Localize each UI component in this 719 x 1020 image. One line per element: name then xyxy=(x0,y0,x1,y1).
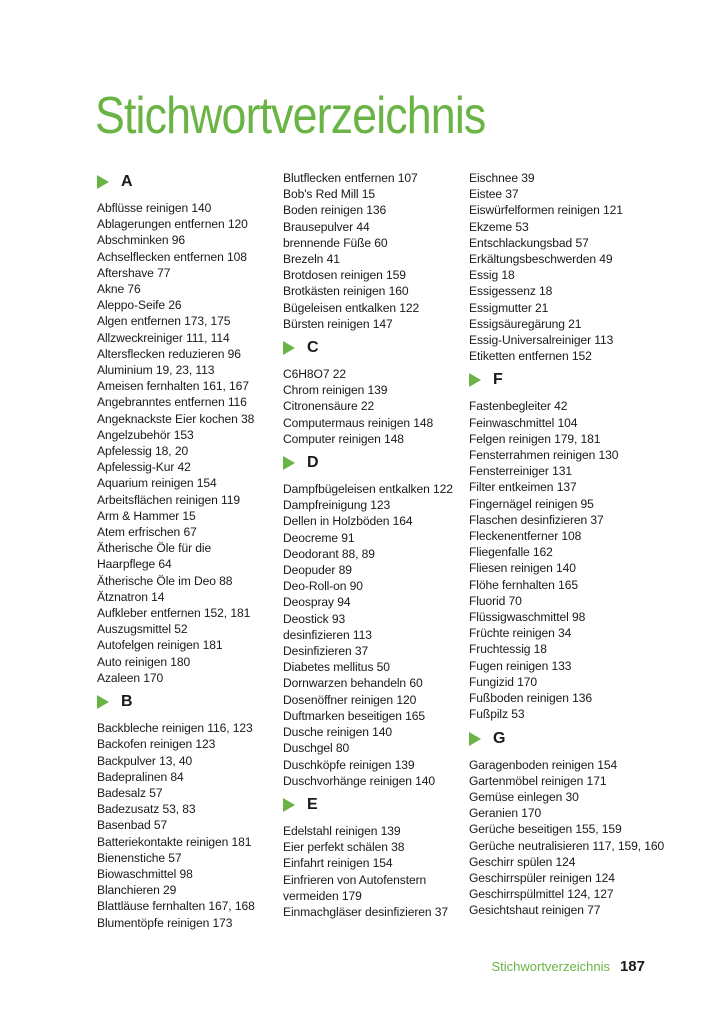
index-entry: Citronensäure 22 xyxy=(283,399,375,414)
index-entry: Essigessenz 18 xyxy=(469,284,553,299)
index-entry: Einmachgläser desinfizieren 37 xyxy=(283,904,449,919)
section-heading-a xyxy=(97,172,282,192)
index-entry: Flüssigwaschmittel 98 xyxy=(469,610,586,625)
index-entry: Aleppo-Seife 26 xyxy=(97,298,182,313)
index-entry: Essigsäuregärung 21 xyxy=(469,316,582,331)
index-entry: Akne 76 xyxy=(97,282,141,297)
index-entry: Fleckenentferner 108 xyxy=(469,529,582,544)
index-entry: Essig-Universalreiniger 113 xyxy=(469,333,614,348)
index-entry: vermeiden 179 xyxy=(283,888,362,903)
index-entry: Einfrieren von Autofenstern xyxy=(283,872,427,887)
index-entry: Geranien 170 xyxy=(469,806,542,821)
section-letter: F xyxy=(493,371,503,389)
index-entry: Fluorid 70 xyxy=(469,593,522,608)
index-entry: Geschirrspüler reinigen 124 xyxy=(469,870,615,885)
footer-label: Stichwortverzeichnis xyxy=(491,959,610,974)
index-entry: Fußpilz 53 xyxy=(469,707,525,722)
section-letter: B xyxy=(121,693,133,711)
index-entry: Badesalz 57 xyxy=(97,785,163,800)
index-entry: Ablagerungen entfernen 120 xyxy=(97,217,248,232)
index-entry: Felgen reinigen 179, 181 xyxy=(469,431,601,446)
index-entry: Fungizid 170 xyxy=(469,674,538,689)
index-entry: Duftmarken beseitigen 165 xyxy=(283,708,426,723)
index-entry: Blutflecken entfernen 107 xyxy=(283,171,418,185)
index-entry: Angelzubehör 153 xyxy=(97,427,194,442)
index-entry: Deopuder 89 xyxy=(283,563,352,578)
index-entry: Backpulver 13, 40 xyxy=(97,753,193,768)
triangle-bullet-icon xyxy=(469,732,481,746)
index-entry: Deocreme 91 xyxy=(283,530,355,545)
index-entry: Algen entfernen 173, 175 xyxy=(97,314,231,329)
index-entry: Edelstahl reinigen 139 xyxy=(283,823,401,838)
index-entry: Bügeleisen entkalken 122 xyxy=(283,300,420,315)
index-entry: Gerüche beseitigen 155, 159 xyxy=(469,822,622,837)
index-entry: Ätznatron 14 xyxy=(97,589,165,604)
index-entry: Brezeln 41 xyxy=(283,252,340,267)
index-entry: Altersflecken reduzieren 96 xyxy=(97,346,241,361)
page-number: 187 xyxy=(619,958,645,975)
index-entry: Computer reinigen 148 xyxy=(283,431,404,446)
index-entry: Angeknackste Eier kochen 38 xyxy=(97,411,255,426)
index-entry: Apfelessig 18, 20 xyxy=(97,444,189,459)
index-entry: Blumentöpfe reinigen 173 xyxy=(97,915,233,930)
section-heading-d xyxy=(283,453,468,473)
section-letter: D xyxy=(307,454,319,472)
index-entry: Biowaschmittel 98 xyxy=(97,866,193,881)
index-entry: Dusche reinigen 140 xyxy=(283,725,393,740)
index-entry: Flöhe fernhalten 165 xyxy=(469,577,578,592)
index-entry: Duschköpfe reinigen 139 xyxy=(283,757,415,772)
index-entry: Eischnee 39 xyxy=(469,171,535,185)
index-entry: Arm & Hammer 15 xyxy=(97,508,196,523)
index-entry: Gesichtshaut reinigen 77 xyxy=(469,903,601,918)
index-entry: Duschgel 80 xyxy=(283,741,350,756)
index-entry: Deodorant 88, 89 xyxy=(283,546,375,561)
index-entry: Batteriekontakte reinigen 181 xyxy=(97,834,252,849)
index-entry: Abschminken 96 xyxy=(97,233,186,248)
triangle-bullet-icon xyxy=(283,798,295,812)
index-entry: Deostick 93 xyxy=(283,611,346,626)
index-entry: Badepralinen 84 xyxy=(97,769,184,784)
index-entry: Gerüche neutralisieren 117, 159, 160 xyxy=(469,838,665,853)
index-entry: Azaleen 170 xyxy=(97,670,164,685)
index-entry: Fensterreiniger 131 xyxy=(469,464,572,479)
index-entry: Fastenbegleiter 42 xyxy=(469,399,568,414)
index-entry: Fliesen reinigen 140 xyxy=(469,561,576,576)
section-heading-c xyxy=(283,338,468,358)
index-entry: Diabetes mellitus 50 xyxy=(283,660,390,675)
index-entry: Deospray 94 xyxy=(283,595,351,610)
index-entry: Backbleche reinigen 116, 123 xyxy=(97,721,253,736)
index-entry: Entschlackungsbad 57 xyxy=(469,235,589,250)
page-footer xyxy=(491,958,645,975)
index-entry: Computermaus reinigen 148 xyxy=(283,415,434,430)
index-entry: Atem erfrischen 67 xyxy=(97,525,197,540)
index-entry: Filter entkeimen 137 xyxy=(469,480,577,495)
index-entry: Bürsten reinigen 147 xyxy=(283,316,393,331)
index-entry: Ätherische Öle im Deo 88 xyxy=(97,573,233,588)
index-entry: Basenbad 57 xyxy=(97,818,168,833)
index-column-1 xyxy=(97,172,282,931)
index-entry: Essig 18 xyxy=(469,268,515,283)
index-entry: Erkältungsbeschwerden 49 xyxy=(469,252,613,267)
index-entry: Früchte reinigen 34 xyxy=(469,626,572,641)
index-entry: Essigmutter 21 xyxy=(469,300,549,315)
index-entry: Autofelgen reinigen 181 xyxy=(97,638,223,653)
index-entry: Blanchieren 29 xyxy=(97,883,177,898)
section-letter: E xyxy=(307,795,318,813)
triangle-bullet-icon xyxy=(97,175,109,189)
index-entry: Auto reinigen 180 xyxy=(97,654,191,669)
index-entry: Backofen reinigen 123 xyxy=(97,737,216,752)
page-title: Stichwortverzeichnis xyxy=(95,87,486,145)
index-column-3 xyxy=(469,170,665,919)
index-entry: C6H8O7 22 xyxy=(283,367,346,382)
index-entry: Brausepulver 44 xyxy=(283,219,370,234)
index-entry: Dornwarzen behandeln 60 xyxy=(283,676,423,691)
index-entry: Eiswürfelformen reinigen 121 xyxy=(469,203,623,218)
section-letter: A xyxy=(121,173,133,190)
index-entry: Aluminium 19, 23, 113 xyxy=(97,363,215,378)
index-entry: Badezusatz 53, 83 xyxy=(97,802,196,817)
index-entry: Bienenstiche 57 xyxy=(97,850,182,865)
index-entry: Etiketten entfernen 152 xyxy=(469,349,592,364)
triangle-bullet-icon xyxy=(283,341,295,355)
index-entry: Aufkleber entfernen 152, 181 xyxy=(97,606,251,621)
index-entry: Dellen in Holzböden 164 xyxy=(283,514,413,529)
index-entry: Ekzeme 53 xyxy=(469,219,529,234)
index-entry: Fliegenfalle 162 xyxy=(469,545,553,560)
section-letter: G xyxy=(493,729,506,747)
section-heading-f xyxy=(469,370,654,390)
index-entry: Einfahrt reinigen 154 xyxy=(283,856,393,871)
index-entry: Bob's Red Mill 15 xyxy=(283,187,376,202)
index-entry: Boden reinigen 136 xyxy=(283,203,387,218)
triangle-bullet-icon xyxy=(283,456,295,470)
index-entry: Allzweckreiniger 111, 114 xyxy=(97,330,230,345)
index-entry: Fußboden reinigen 136 xyxy=(469,691,592,706)
index-entry: desinfizieren 113 xyxy=(283,627,372,642)
index-entry: Brotkästen reinigen 160 xyxy=(283,284,409,299)
section-heading-e xyxy=(283,795,468,815)
index-entry: Feinwaschmittel 104 xyxy=(469,415,578,430)
index-entry: Eistee 37 xyxy=(469,187,519,202)
index-entry: Chrom reinigen 139 xyxy=(283,383,388,398)
index-entry: Garagenboden reinigen 154 xyxy=(469,757,618,772)
triangle-bullet-icon xyxy=(469,373,481,387)
index-entry: Ameisen fernhalten 161, 167 xyxy=(97,379,249,394)
index-entry: Dampfreinigung 123 xyxy=(283,498,391,513)
index-entry: Angebranntes entfernen 116 xyxy=(97,395,247,410)
index-entry: Duschvorhänge reinigen 140 xyxy=(283,773,436,788)
section-heading-g xyxy=(469,729,654,749)
index-entry: Apfelessig-Kur 42 xyxy=(97,460,191,475)
index-entry: Geschirrspülmittel 124, 127 xyxy=(469,887,614,902)
index-entry: Blattläuse fernhalten 167, 168 xyxy=(97,899,255,914)
section-letter: C xyxy=(307,339,319,357)
index-entry: Haarpflege 64 xyxy=(97,557,172,572)
index-entry: Gartenmöbel reinigen 171 xyxy=(469,773,607,788)
index-entry: Brotdosen reinigen 159 xyxy=(283,268,406,283)
index-entry: Dampfbügeleisen entkalken 122 xyxy=(283,482,453,497)
index-column-2 xyxy=(283,170,468,920)
index-entry: Gemüse einlegen 30 xyxy=(469,789,579,804)
index-entry: brennende Füße 60 xyxy=(283,235,388,250)
index-entry: Fingernägel reinigen 95 xyxy=(469,496,594,511)
index-entry: Ätherische Öle für die xyxy=(97,541,212,556)
triangle-bullet-icon xyxy=(97,695,109,709)
index-entry: Aquarium reinigen 154 xyxy=(97,476,217,491)
index-entry: Desinfizieren 37 xyxy=(283,644,369,659)
index-entry: Aftershave 77 xyxy=(97,265,171,280)
index-entry: Dosenöffner reinigen 120 xyxy=(283,692,417,707)
index-entry: Geschirr spülen 124 xyxy=(469,854,576,869)
section-heading-b xyxy=(97,692,282,712)
index-entry: Auszugsmittel 52 xyxy=(97,622,188,637)
index-entry: Fruchtessig 18 xyxy=(469,642,547,657)
index-entry: Fensterrahmen reinigen 130 xyxy=(469,448,619,463)
index-entry: Achselflecken entfernen 108 xyxy=(97,249,247,264)
index-entry: Flaschen desinfizieren 37 xyxy=(469,512,604,527)
index-entry: Eier perfekt schälen 38 xyxy=(283,840,405,855)
index-entry: Arbeitsflächen reinigen 119 xyxy=(97,492,240,507)
index-entry: Abflüsse reinigen 140 xyxy=(97,201,212,215)
index-entry: Deo-Roll-on 90 xyxy=(283,579,363,594)
index-entry: Fugen reinigen 133 xyxy=(469,658,572,673)
